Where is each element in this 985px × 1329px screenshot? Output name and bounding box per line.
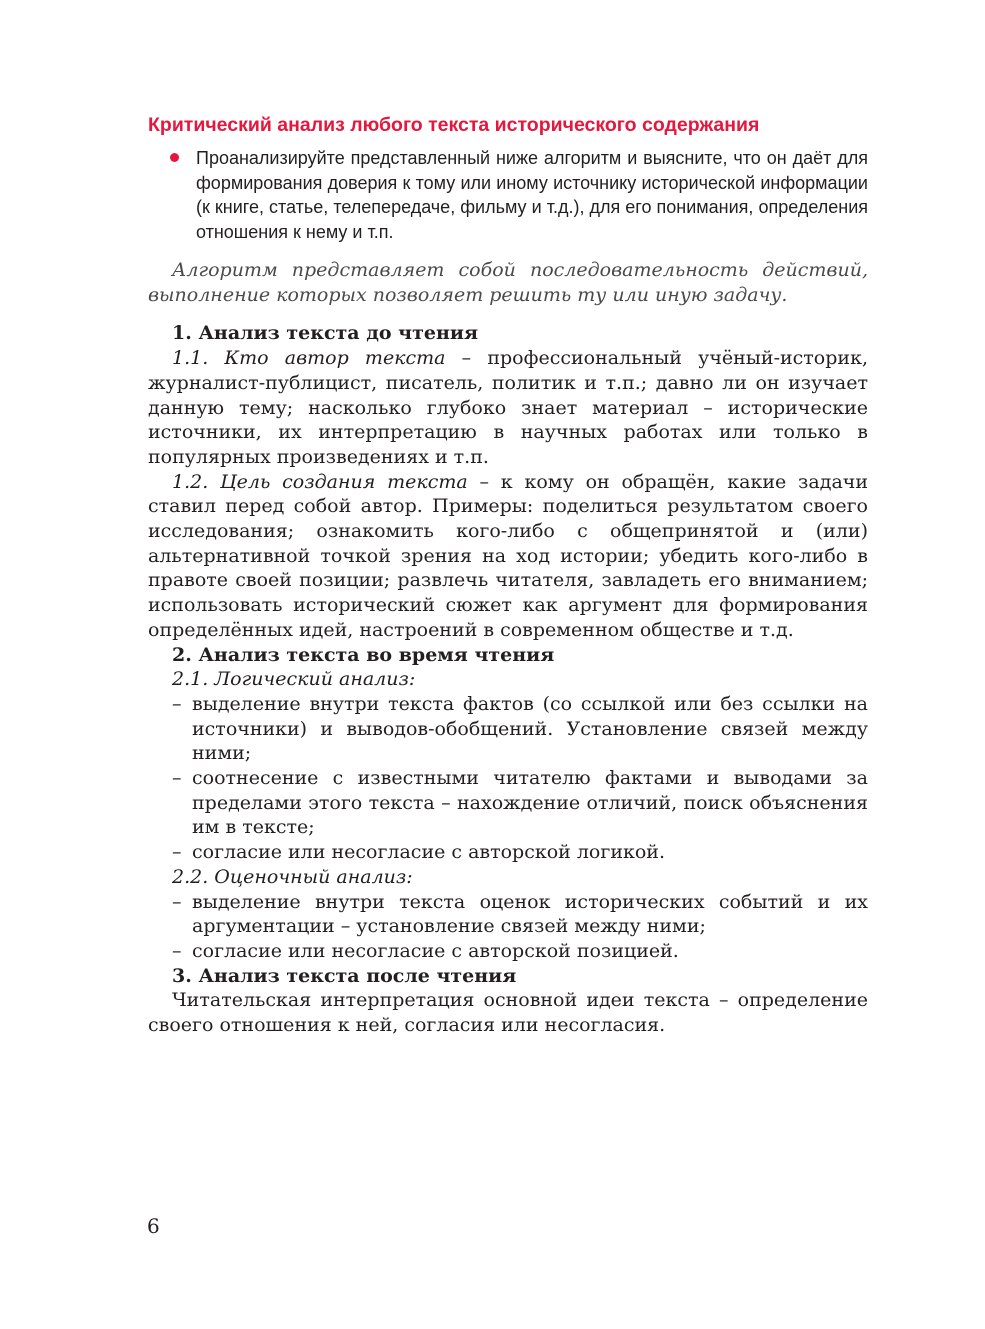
task-text: Проанализируйте представленный ниже алгоритм и выясните, что он даёт для формирования доверия к тому или иному источнику исторической информации (к книге, статье, телепередаче, фильму и т.д.), для его понимания, определения отношения к нему и т.п. [196,148,868,242]
dash-marker: – [172,841,182,864]
body-text [148,258,868,1038]
list-item-text: выделение внутри текста фактов (со ссылкой или без ссылки на источники) и выводов-обобщений. Установление связей между ними; [192,692,868,765]
list-item [148,692,868,766]
list-item-text: согласие или несогласие с авторской логикой. [192,841,666,864]
dash-marker: – [172,890,182,913]
list-item [148,766,868,840]
section-2-title: 2. Анализ текста во время чтения [172,643,555,666]
section-heading: Критический анализ любого текста исторического содержания [148,114,760,136]
section-1-title: 1. Анализ текста до чтения [172,322,478,345]
paragraph-1-1-lead: 1.1. Кто автор текста [172,347,446,370]
section-3-title: 3. Анализ текста после чтения [172,964,517,987]
list-item-text: соотнесение с известными читателю фактами и выводами за пределами этого текста – нахождение отличий, поиск объяснения им в тексте; [192,767,868,839]
page-content [148,112,868,1038]
dash-marker: – [172,939,182,962]
list-item-text: выделение внутри текста оценок исторических событий и их аргументации – установление связей между ними; [192,890,868,938]
dash-marker: – [172,692,182,715]
paragraph-1-1 [148,346,868,470]
paragraph-1-2 [148,470,868,643]
list-item-text: согласие или несогласие с авторской позицией. [192,939,679,962]
list-item [148,939,868,964]
algorithm-definition: Алгоритм представляет собой последовательность действий, выполнение которых позволяет решить ту или иную задачу. [148,259,868,306]
task-block [148,146,868,244]
paragraph-1-2-lead: 1.2. Цель создания текста [172,470,468,493]
subsection-2-1-title: 2.1. Логический анализ: [172,668,416,691]
list-item [148,840,868,865]
section-3-text: Читательская интерпретация основной идеи текста – определение своего отношения к ней, согласия или несогласия. [148,989,868,1037]
bullet-icon [170,153,179,162]
subsection-2-2-title: 2.2. Оценочный анализ: [172,865,413,888]
page-number: 6 [147,1214,160,1238]
list-item [148,890,868,939]
dash-marker: – [172,767,182,790]
paragraph-1-2-text: – к кому он обращён, какие задачи ставил перед собой автор. Примеры: поделиться результатом своего исследования; ознакомить кого-либо с общепринятой и (или) альтернативной точкой зрения на ход истории; убедить кого-либо в правоте своей позиции; развлечь читателя, завладеть его вниманием; использовать исторический сюжет как аргумент для формирования определённых идей, настроений в современном обществе и т.д. [148,470,869,641]
paragraph-1-1-text: – профессиональный учёный-историк, журналист-публицист, писатель, политик и т.п.; давно ли он изучает данную тему; насколько глубоко знает материал – исторические источники, их интерпретацию в научных работах или только в популярных произведениях и т.п. [148,347,868,468]
